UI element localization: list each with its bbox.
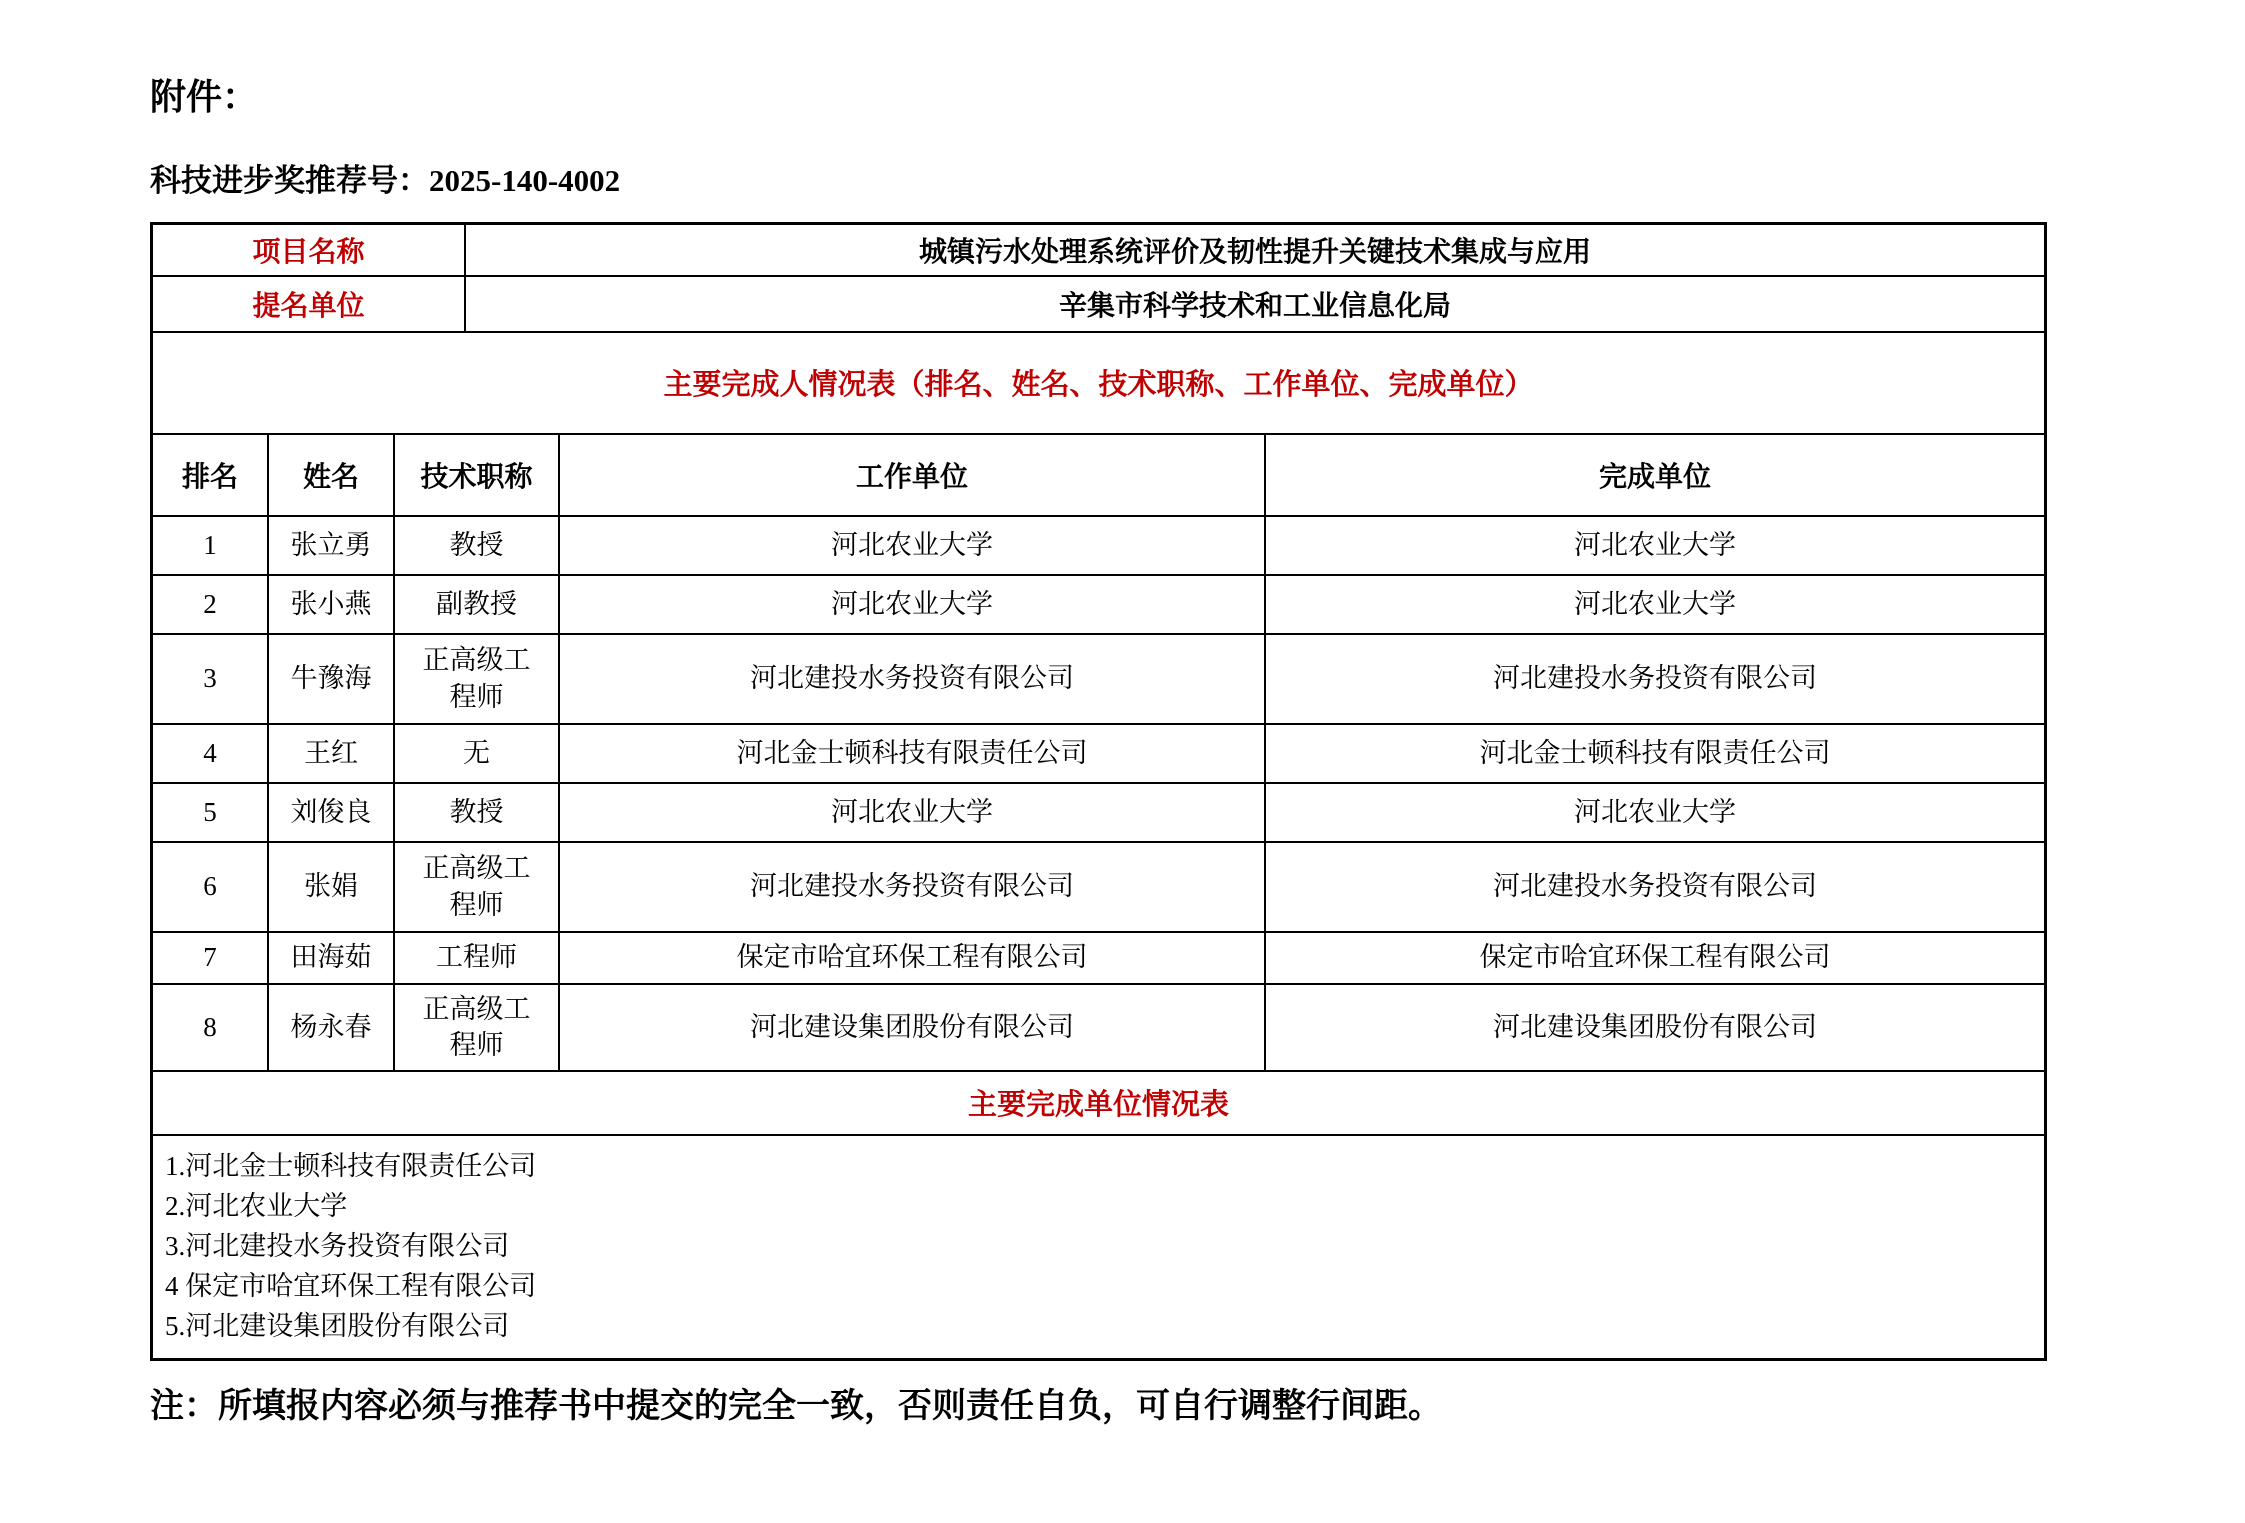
tech-title-cell: 教授 [395, 517, 560, 574]
completion-unit-cell: 河北农业大学 [1574, 529, 1736, 560]
attachment-heading: 附件： [150, 77, 259, 117]
tech-title-cell: 正高级工程师 [395, 985, 560, 1070]
table-row [153, 725, 2044, 784]
completion-unit-cell: 河北建投水务投资有限公司 [1493, 663, 1817, 694]
table-row [153, 933, 2044, 985]
nominating-unit-label: 提名单位 [153, 277, 466, 331]
name-cell: 杨永春 [269, 985, 395, 1070]
work-unit-cell: 河北建投水务投资有限公司 [560, 635, 1266, 723]
tech-title-cell: 工程师 [395, 933, 560, 983]
work-unit-cell: 河北农业大学 [560, 517, 1266, 574]
project-name-row [153, 225, 2044, 277]
name-cell: 田海茹 [269, 933, 395, 983]
completion-unit-cell: 保定市哈宜环保工程有限公司 [1479, 942, 1831, 973]
list-item: 3.河北建投水务投资有限公司 [165, 1230, 510, 1261]
name-cell: 刘俊良 [269, 784, 395, 841]
completion-unit-cell: 河北农业大学 [1574, 796, 1736, 827]
list-item: 5.河北建设集团股份有限公司 [165, 1310, 510, 1341]
people-table-title: 主要完成人情况表（排名、姓名、技术职称、工作单位、完成单位） [153, 333, 2044, 435]
rank-cell: 2 [153, 576, 269, 633]
name-cell: 牛豫海 [269, 635, 395, 723]
tech-title-cell: 正高级工程师 [395, 635, 560, 723]
nominating-unit-value: 辛集市科学技术和工业信息化局 [1058, 290, 1451, 322]
name-cell: 王红 [269, 725, 395, 782]
name-cell: 张小燕 [269, 576, 395, 633]
people-table-header-row [153, 435, 2044, 517]
tech-title-cell: 教授 [395, 784, 560, 841]
project-name-value: 城镇污水处理系统评价及韧性提升关键技术集成与应用 [918, 236, 1591, 268]
recommendation-number-label: 科技进步奖推荐号： [150, 162, 429, 198]
completion-unit-cell: 河北建投水务投资有限公司 [1493, 871, 1817, 902]
rank-cell: 5 [153, 784, 269, 841]
rank-cell: 7 [153, 933, 269, 983]
tech-title-cell: 副教授 [395, 576, 560, 633]
header-completion-unit: 完成单位 [1598, 461, 1711, 493]
name-cell: 张立勇 [269, 517, 395, 574]
rank-cell: 3 [153, 635, 269, 723]
completion-unit-cell: 河北建设集团股份有限公司 [1493, 1011, 1817, 1042]
recommendation-number-line [150, 164, 2047, 198]
document-page [150, 0, 2047, 1427]
award-recommendation-table [150, 222, 2047, 1361]
rank-cell: 6 [153, 843, 269, 931]
work-unit-cell: 河北建设集团股份有限公司 [560, 985, 1266, 1070]
rank-cell: 8 [153, 985, 269, 1070]
footer-note: 注：所填报内容必须与推荐书中提交的完全一致，否则责任自负，可自行调整行间距。 [150, 1387, 1442, 1425]
work-unit-cell: 河北农业大学 [560, 576, 1266, 633]
header-tech-title: 技术职称 [395, 435, 560, 515]
header-rank: 排名 [153, 435, 269, 515]
table-row [153, 635, 2044, 725]
list-item: 4 保定市哈宜环保工程有限公司 [165, 1270, 537, 1301]
table-row [153, 843, 2044, 933]
nominating-unit-row [153, 277, 2044, 333]
name-cell: 张娟 [269, 843, 395, 931]
recommendation-number-value: 2025-140-4002 [429, 162, 621, 198]
rank-cell: 4 [153, 725, 269, 782]
tech-title-cell: 无 [395, 725, 560, 782]
table-row [153, 784, 2044, 843]
tech-title-cell: 正高级工程师 [395, 843, 560, 931]
units-list [153, 1136, 2044, 1358]
work-unit-cell: 河北金士顿科技有限责任公司 [560, 725, 1266, 782]
project-name-label: 项目名称 [153, 225, 466, 275]
header-work-unit: 工作单位 [560, 435, 1266, 515]
rank-cell: 1 [153, 517, 269, 574]
list-item: 2.河北农业大学 [165, 1190, 348, 1221]
table-row [153, 576, 2044, 635]
work-unit-cell: 河北建投水务投资有限公司 [560, 843, 1266, 931]
units-table-title: 主要完成单位情况表 [153, 1072, 2044, 1136]
header-name: 姓名 [269, 435, 395, 515]
table-row [153, 517, 2044, 576]
work-unit-cell: 河北农业大学 [560, 784, 1266, 841]
completion-unit-cell: 河北金士顿科技有限责任公司 [1479, 737, 1831, 768]
list-item: 1.河北金士顿科技有限责任公司 [165, 1150, 537, 1181]
table-row [153, 985, 2044, 1072]
completion-unit-cell: 河北农业大学 [1574, 588, 1736, 619]
work-unit-cell: 保定市哈宜环保工程有限公司 [560, 933, 1266, 983]
